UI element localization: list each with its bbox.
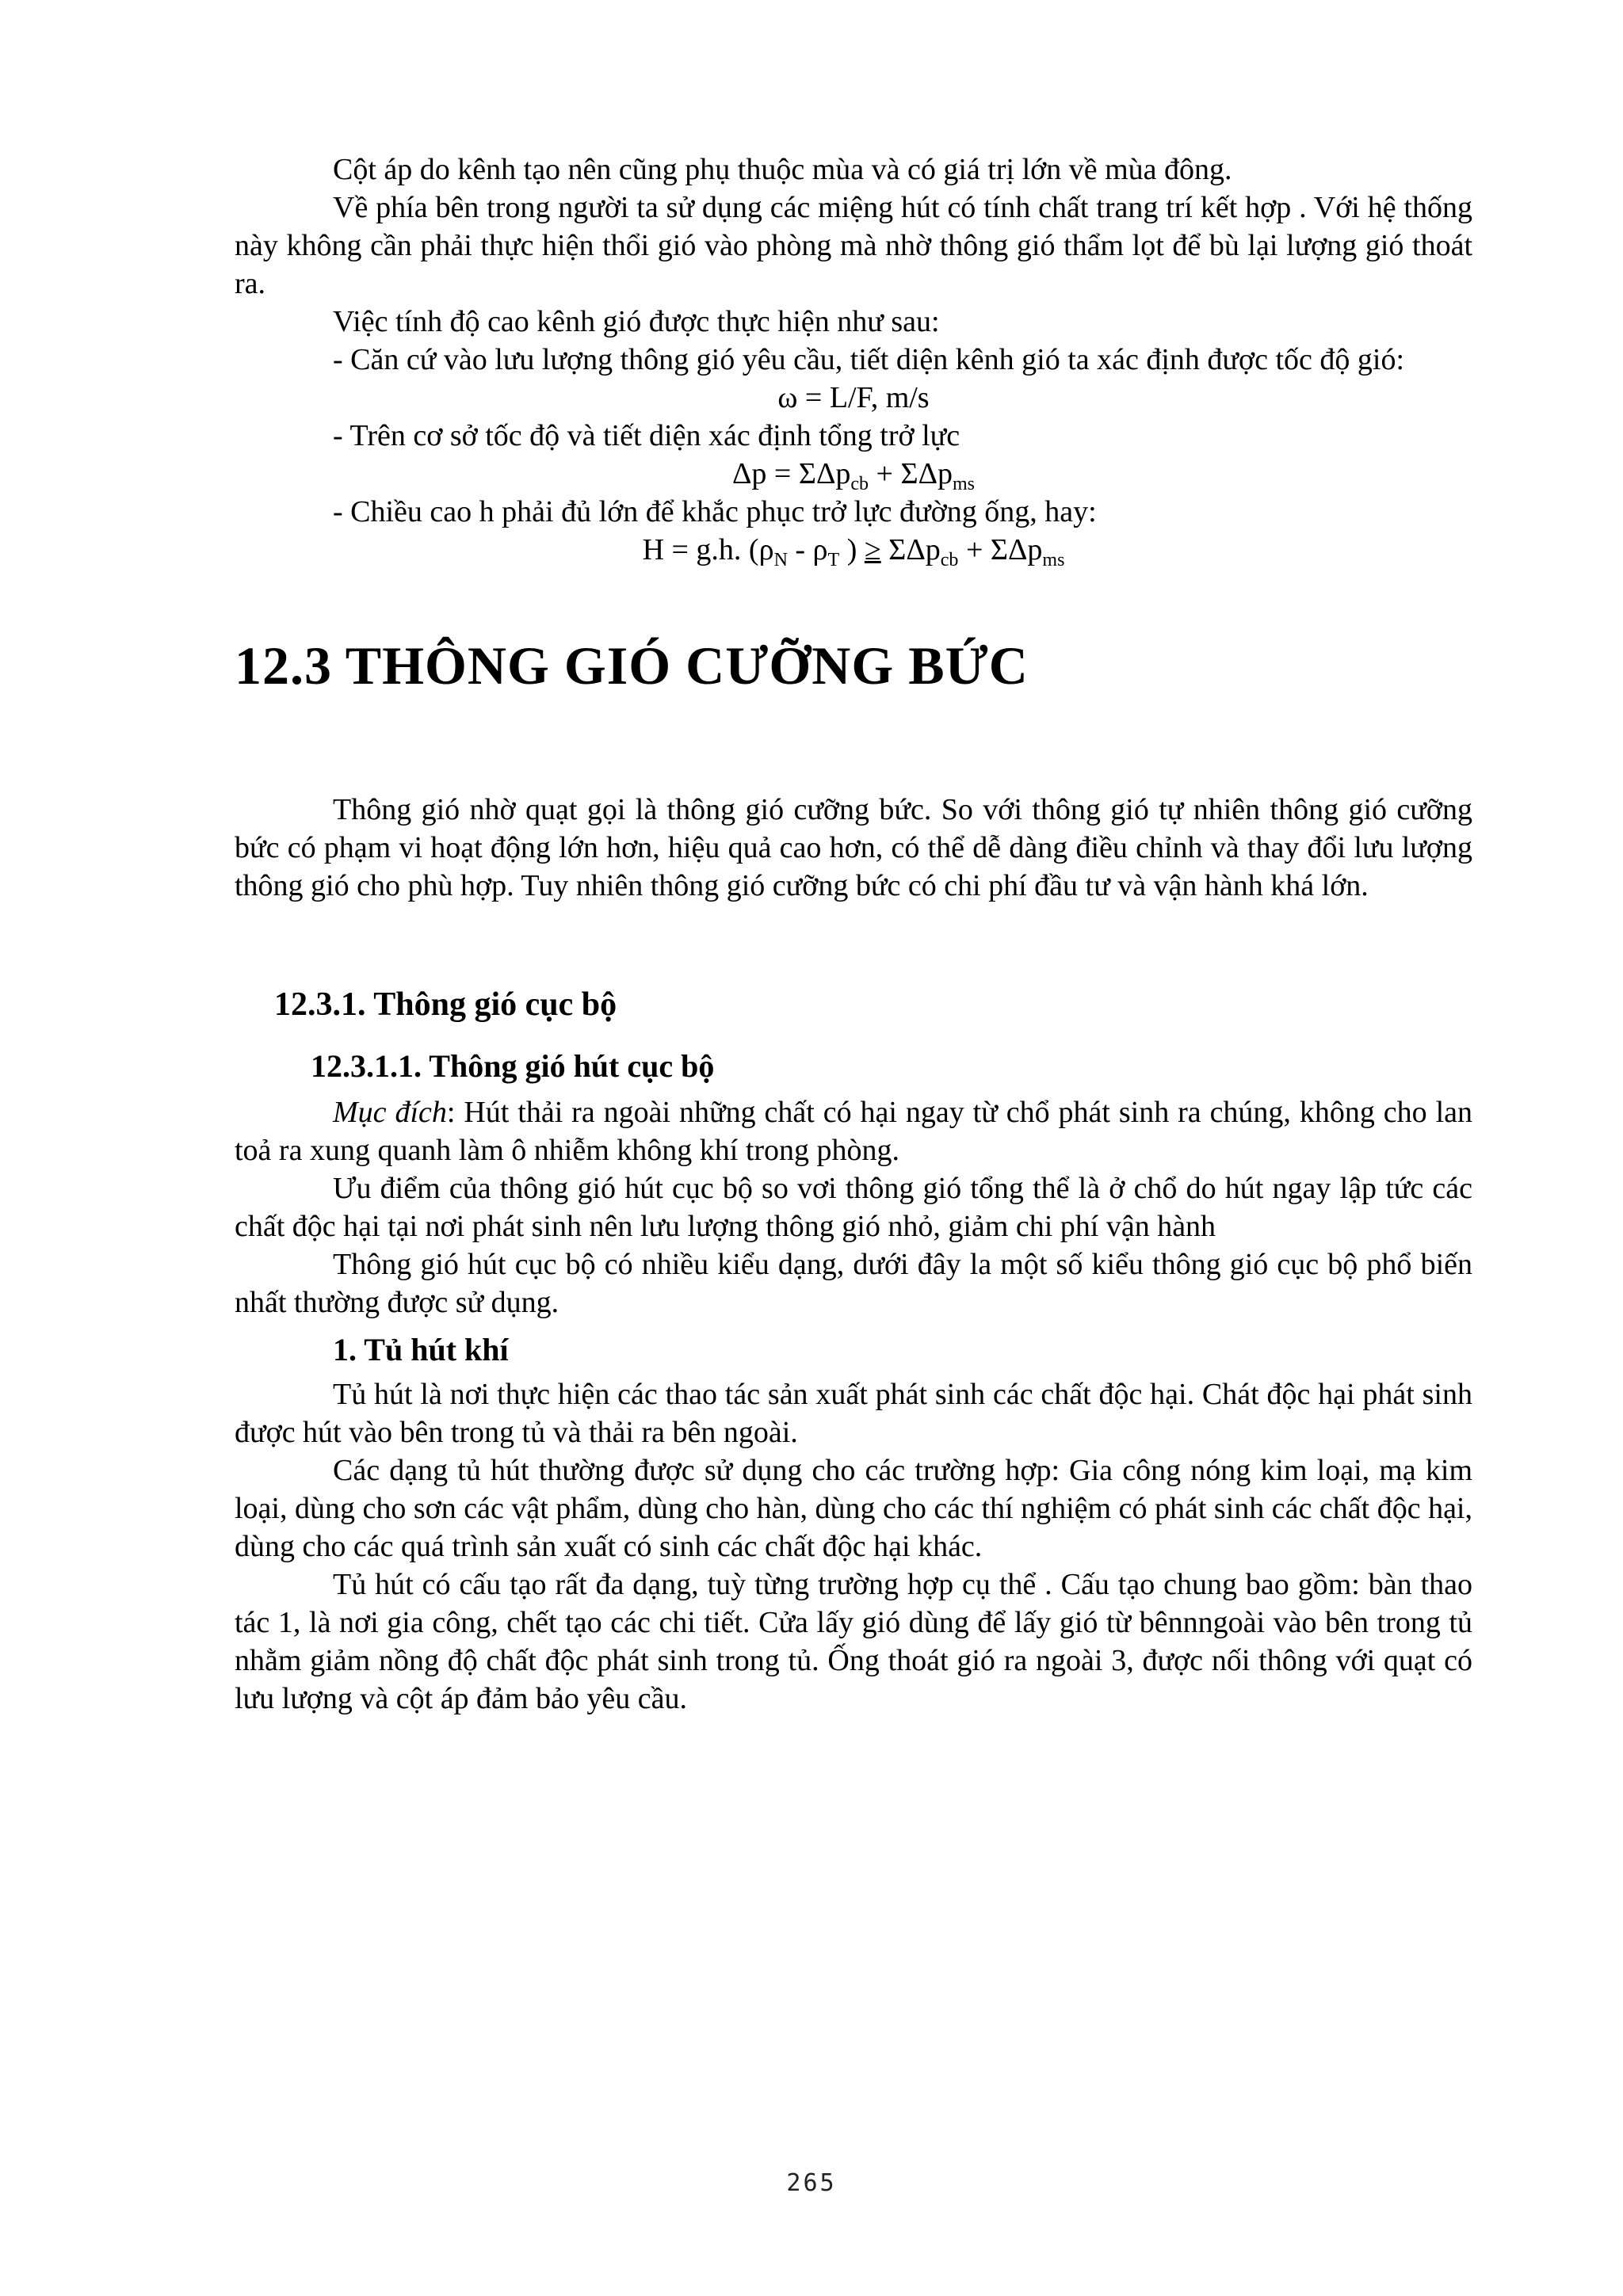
- formula-subscript: ms: [953, 474, 976, 494]
- formula-subscript: N: [773, 550, 788, 570]
- item-title: 1. Tủ hút khí: [333, 1332, 509, 1367]
- formula-velocity: ω = L/F, m/s: [777, 381, 930, 414]
- formula-subscript: cb: [940, 550, 959, 570]
- purpose-label: Mục đích: [333, 1096, 447, 1129]
- purpose-text: : Hút thải ra ngoài những chất có hại ngay từ chổ phát sinh ra chúng, không cho lan toả ra xung quanh làm ô nhiễm không khí trong phòng.: [235, 1096, 1472, 1167]
- subsection-title: 12.3.1. Thông gió cục bộ: [274, 986, 617, 1023]
- formula-text: H = g.h. (ρ: [642, 533, 774, 566]
- paragraph-pressure-season: Cột áp do kênh tạo nên cũng phụ thuộc mùa và có giá trị lớn về mùa đông.: [333, 153, 1232, 186]
- paragraph-purpose: [235, 1093, 1472, 1169]
- formula-text: Δp = ΣΔp: [731, 457, 851, 490]
- paragraph-velocity-basis: - Căn cứ vào lưu lượng thông gió yêu cầu, tiết diện kênh gió ta xác định được tốc độ gió:: [333, 343, 1405, 376]
- formula-pressure-loss: [235, 455, 1472, 493]
- formula-stack-height: [235, 531, 1472, 569]
- paragraph-inner-vents: Về phía bên trong người ta sử dụng các miệng hút có tính chất trang trí kết hợp . Với hệ thống này không cần phải thực hiện thổi gió vào phòng mà nhờ thông gió thẩm lọt để bù lại lượng gió thoát ra.: [235, 191, 1472, 300]
- paragraph-resistance: - Trên cơ sở tốc độ và tiết diện xác định tổng trở lực: [333, 419, 960, 452]
- formula-geq-symbol: ≥: [864, 533, 881, 566]
- paragraph-height-requirement: - Chiều cao h phải đủ lớn để khắc phục trở lực đường ống, hay:: [333, 495, 1097, 528]
- formula-subscript: ms: [1042, 550, 1065, 570]
- formula-text: ΣΔp: [880, 533, 941, 566]
- paragraph-advantage: Ưu điểm của thông gió hút cục bộ so vơi thông gió tổng thể là ở chổ do hút ngay lập tức các chất độc hại tại nơi phát sinh nên lưu lượng thông gió nhỏ, giảm chi phí vận hành: [235, 1172, 1472, 1243]
- paragraph-height-calc: Việc tính độ cao kênh gió được thực hiện như sau:: [333, 305, 940, 338]
- paragraph-fume-hood-def: Tủ hút là nơi thực hiện các thao tác sản xuất phát sinh các chất độc hại. Chát độc hại phát sinh được hút vào bên trong tủ và thải ra bên ngoài.: [235, 1378, 1472, 1449]
- formula-text: + ΣΔp: [958, 533, 1043, 566]
- formula-text: ): [839, 533, 865, 566]
- formula-subscript: T: [827, 550, 840, 570]
- formula-subscript: cb: [850, 474, 869, 494]
- page-content: [235, 151, 1472, 1718]
- paragraph-fume-hood-structure: Tủ hút có cấu tạo rất đa dạng, tuỳ từng trường hợp cụ thể . Cấu tạo chung bao gồm: bàn thao tác 1, là nơi gia công, chết tạo các chi tiết. Cửa lấy gió dùng để lấy gió từ bênnngoài vào bên trong tủ nhằm giảm nồng độ chất độc phát sinh trong tủ. Ống thoát gió ra ngoài 3, được nối thông với quạt có lưu lượng và cột áp đảm bảo yêu cầu.: [235, 1568, 1472, 1715]
- paragraph-types: Thông gió hút cục bộ có nhiều kiểu dạng, dưới đây la một số kiểu thông gió cục bộ phổ biến nhất thường được sử dụng.: [235, 1248, 1472, 1319]
- paragraph-fume-hood-uses: Các dạng tủ hút thường được sử dụng cho các trường hợp: Gia công nóng kim loại, mạ kim loại, dùng cho sơn các vật phẩm, dùng cho hàn, dùng cho các thí nghiệm có phát sinh các chất độc hại, dùng cho các quá trình sản xuất có sinh các chất độc hại khác.: [235, 1454, 1472, 1563]
- formula-text: + ΣΔp: [869, 457, 953, 490]
- section-intro-paragraph: Thông gió nhờ quạt gọi là thông gió cưỡng bức. So với thông gió tự nhiên thông gió cưỡng bức có phạm vi hoạt động lớn hơn, hiệu quả cao hơn, có thể dễ dàng điều chỉnh và thay đổi lưu lượng thông gió cho phù hợp. Tuy nhiên thông gió cưỡng bức có chi phí đầu tư và vận hành khá lớn.: [235, 793, 1472, 902]
- section-title: 12.3 THÔNG GIÓ CƯỠNG BỨC: [235, 635, 1029, 696]
- formula-text: - ρ: [787, 533, 828, 566]
- page-number: 265: [786, 2169, 837, 2197]
- subsubsection-title: 12.3.1.1. Thông gió hút cục bộ: [311, 1048, 715, 1084]
